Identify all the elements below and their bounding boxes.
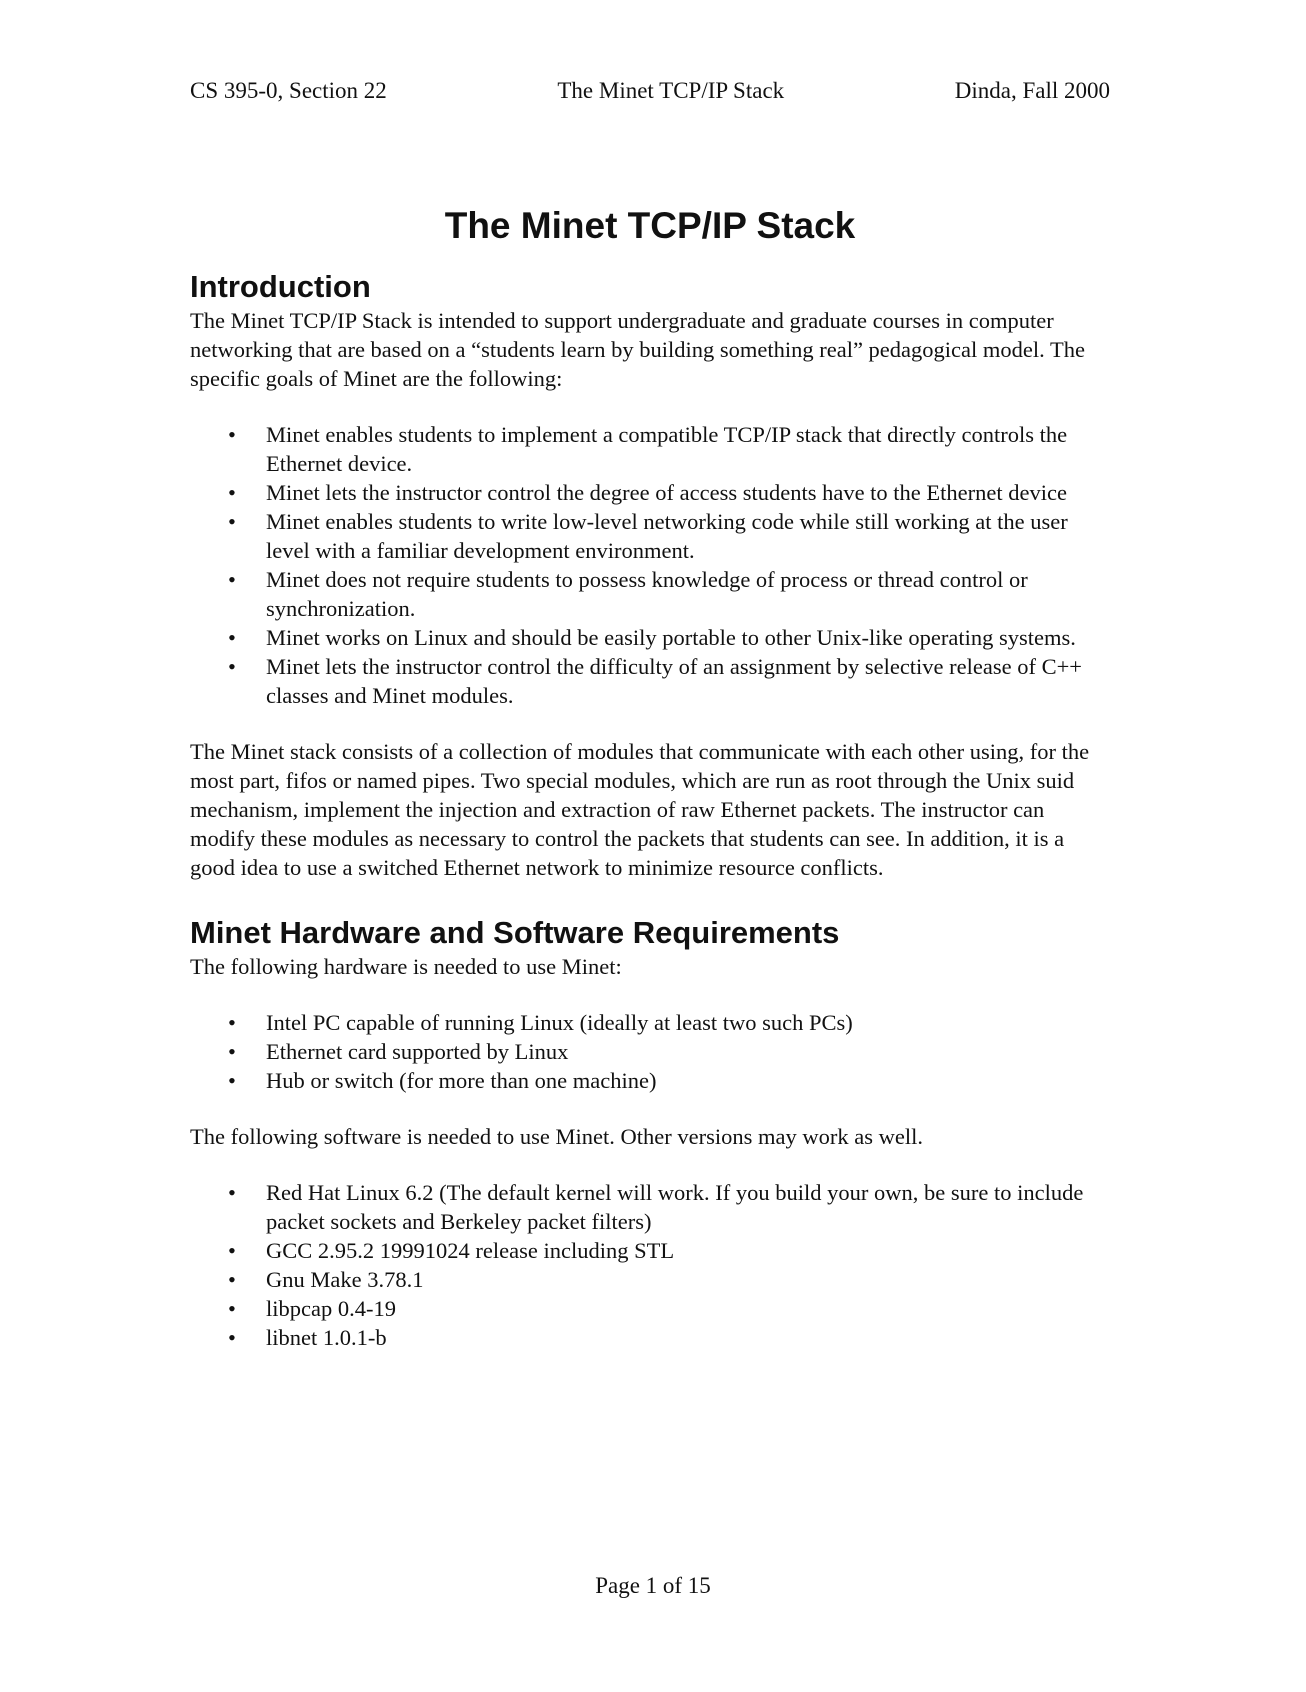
- introduction-paragraph: The Minet TCP/IP Stack is intended to support undergraduate and graduate courses in computer networking that are based on a “students learn by building something real” pedagogical model. The specific goals of Minet are the following:: [190, 308, 1085, 391]
- list-item: [190, 1037, 1110, 1066]
- document-title: The Minet TCP/IP Stack: [444, 205, 856, 246]
- goal-text: Minet enables students to write low-level networking code while still working at the user level with a familiar development environment.: [266, 509, 1068, 563]
- list-item: [190, 1066, 1110, 1095]
- software-text: Gnu Make 3.78.1: [266, 1267, 424, 1292]
- list-item: [190, 1236, 1110, 1265]
- goal-text: Minet does not require students to possess knowledge of process or thread control or synchronization.: [266, 567, 1028, 621]
- software-text: libnet 1.0.1-b: [266, 1325, 387, 1350]
- bullet-icon: •: [228, 509, 236, 534]
- bullet-icon: •: [228, 1068, 236, 1093]
- bullet-icon: •: [228, 480, 236, 505]
- hardware-text: Intel PC capable of running Linux (ideally at least two such PCs): [266, 1010, 853, 1035]
- hardware-intro: The following hardware is needed to use Minet:: [190, 954, 622, 979]
- goal-text: Minet enables students to implement a compatible TCP/IP stack that directly controls the Ethernet device.: [266, 422, 1068, 476]
- list-item: [190, 652, 1110, 710]
- bullet-icon: •: [228, 1010, 236, 1035]
- list-item: [190, 507, 1110, 565]
- software-intro: The following software is needed to use Minet. Other versions may work as well.: [190, 1124, 923, 1149]
- list-item: [190, 623, 1110, 652]
- page-number: Page 1 of 15: [595, 1573, 711, 1598]
- list-item: [190, 565, 1110, 623]
- goal-text: Minet works on Linux and should be easily portable to other Unix-like operating systems.: [266, 625, 1076, 650]
- list-item: [190, 1178, 1110, 1236]
- list-item: [190, 1008, 1110, 1037]
- software-text: GCC 2.95.2 19991024 release including STL: [266, 1238, 675, 1263]
- software-text: libpcap 0.4-19: [266, 1296, 396, 1321]
- software-text: Red Hat Linux 6.2 (The default kernel will work. If you build your own, be sure to include packet sockets and Berkeley packet filters): [266, 1180, 1084, 1234]
- list-item: [190, 1294, 1110, 1323]
- hardware-text: Ethernet card supported by Linux: [266, 1039, 569, 1064]
- header-course: CS 395-0, Section 22: [190, 78, 387, 103]
- bullet-icon: •: [228, 1238, 236, 1263]
- bullet-icon: •: [228, 654, 236, 679]
- bullet-icon: •: [228, 567, 236, 592]
- running-header: [190, 76, 1110, 106]
- list-item: [190, 1323, 1110, 1352]
- bullet-icon: •: [228, 1180, 236, 1205]
- header-author: Dinda, Fall 2000: [954, 78, 1110, 103]
- goal-text: Minet lets the instructor control the difficulty of an assignment by selective release of C++ classes and Minet modules.: [266, 654, 1082, 708]
- bullet-icon: •: [228, 1296, 236, 1321]
- page-content: [190, 76, 1110, 1352]
- hardware-list: [190, 1008, 1110, 1095]
- architecture-paragraph: The Minet stack consists of a collection of modules that communicate with each other using, for the most part, fifos or named pipes. Two special modules, which are run as root through the Unix suid mechanism, implement the injection and extraction of raw Ethernet packets. The instructor can modify these modules as necessary to control the packets that students can see. In addition, it is a good idea to use a switched Ethernet network to minimize resource conflicts.: [190, 739, 1090, 880]
- bullet-icon: •: [228, 1267, 236, 1292]
- goal-text: Minet lets the instructor control the degree of access students have to the Ethernet device: [266, 480, 1067, 505]
- software-list: [190, 1178, 1110, 1352]
- list-item: [190, 478, 1110, 507]
- hardware-text: Hub or switch (for more than one machine): [266, 1068, 657, 1093]
- header-title: The Minet TCP/IP Stack: [557, 78, 785, 103]
- bullet-icon: •: [228, 1325, 236, 1350]
- goals-list: [190, 420, 1110, 710]
- bullet-icon: •: [228, 625, 236, 650]
- list-item: [190, 1265, 1110, 1294]
- introduction-heading: Introduction: [190, 269, 371, 304]
- list-item: [190, 420, 1110, 478]
- requirements-heading: Minet Hardware and Software Requirements: [190, 915, 840, 950]
- bullet-icon: •: [228, 1039, 236, 1064]
- bullet-icon: •: [228, 422, 236, 447]
